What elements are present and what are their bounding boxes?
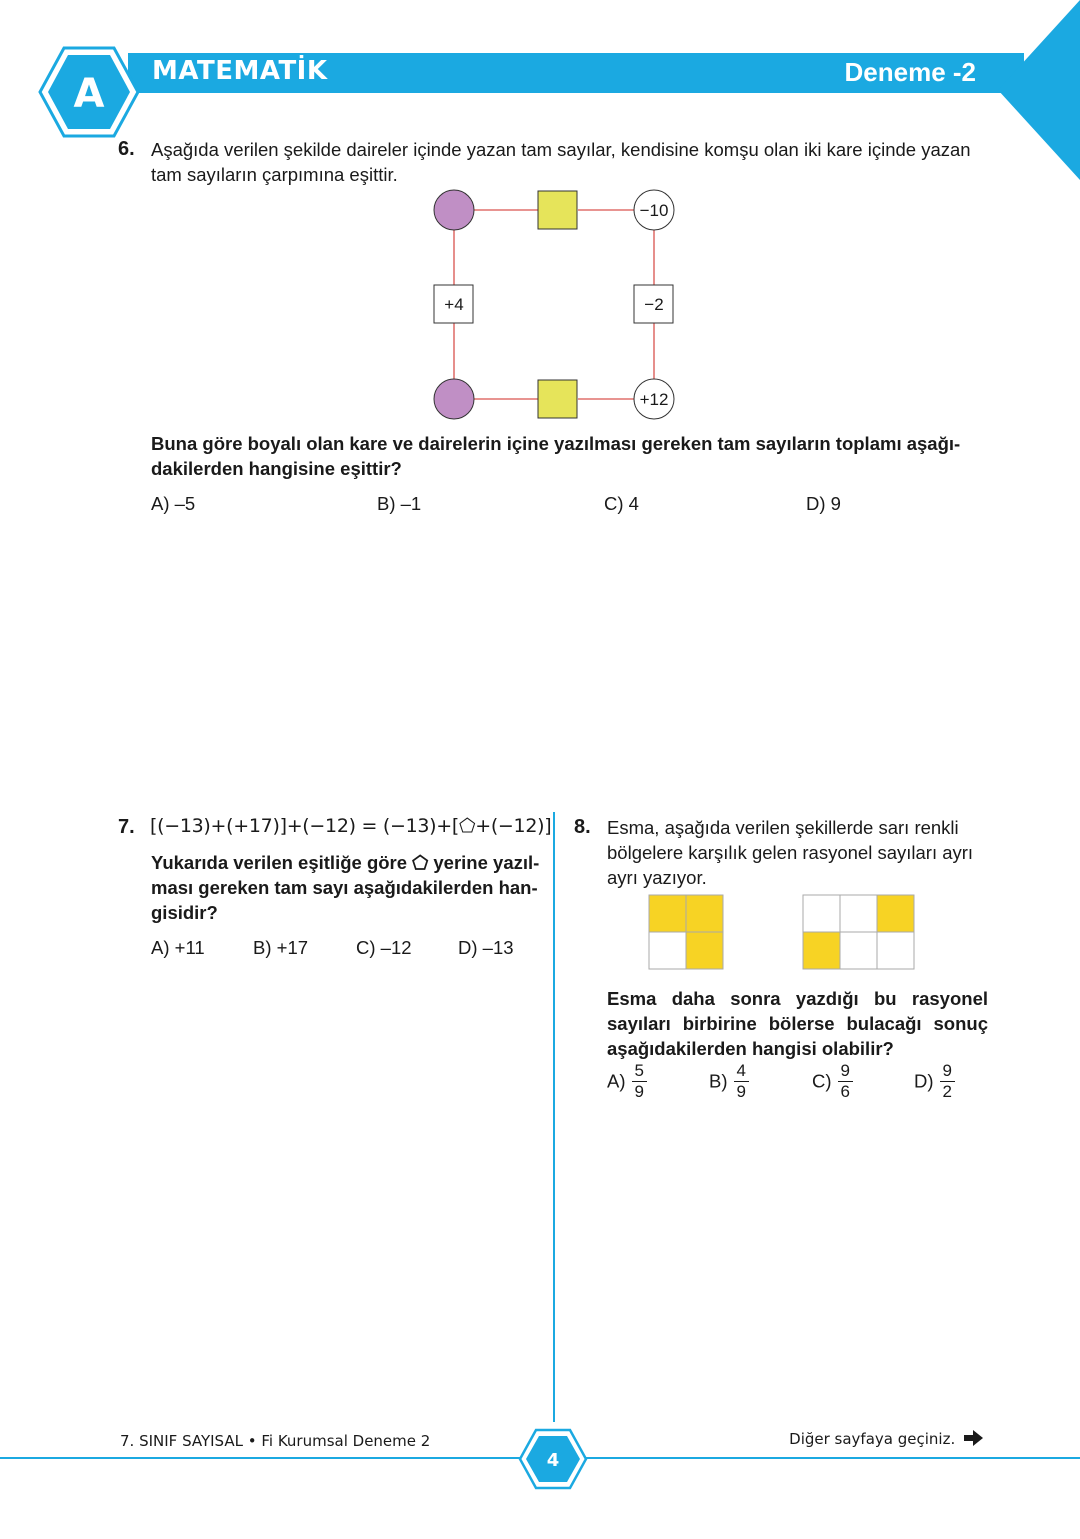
q7-question-line1: Yukarıda verilen eşitliğe göre ⬠ yerine yazıl- <box>151 852 540 873</box>
q6-option-a[interactable]: A) –5 <box>151 493 196 514</box>
q8-grid-2x2 <box>648 894 726 972</box>
column-divider <box>553 812 555 1422</box>
q8-option-b-label: B) <box>709 1070 728 1092</box>
footer-right-text <box>789 1430 984 1448</box>
q8-text-line1: Esma, aşağıda verilen şekillerde sarı renkli <box>607 817 959 838</box>
q6-text-line1: Aşağıda verilen şekilde daireler içinde yazan tam sayılar, kendisine komşu olan iki kare içinde yazan <box>151 139 971 160</box>
q7-number: 7. <box>118 816 135 838</box>
page-number: 4 <box>546 1450 560 1471</box>
q8-option-d[interactable] <box>914 1061 955 1102</box>
q8-option-a-num: 5 <box>632 1061 647 1082</box>
badge-letter: A <box>73 71 105 117</box>
q6-text-line2: tam sayıların çarpımına eşittir. <box>151 164 398 185</box>
q8-option-a-label: A) <box>607 1070 626 1092</box>
q8-option-d-label: D) <box>914 1070 934 1092</box>
q6-option-c[interactable]: C) 4 <box>604 493 639 514</box>
q6-question-line1: Buna göre boyalı olan kare ve dairelerin içine yazılması gereken tam sayıların toplamı aşağı- <box>151 433 961 454</box>
exam-title: Deneme -2 <box>844 57 976 87</box>
circle-top-right-value: −10 <box>639 201 669 220</box>
shaded-square-bottom <box>538 380 577 418</box>
q7-option-c[interactable]: C) –12 <box>356 937 412 958</box>
q8-grid-2x3 <box>802 894 916 972</box>
header-corner-triangle <box>998 0 1080 180</box>
q8-option-c-label: C) <box>812 1070 832 1092</box>
q6-diagram <box>420 180 690 425</box>
subject-title: MATEMATİK <box>152 56 328 86</box>
q7-question-line2: ması gereken tam sayı aşağıdakilerden han- <box>151 877 538 898</box>
q8-option-c-den: 6 <box>840 1082 850 1101</box>
q7-option-d[interactable]: D) –13 <box>458 937 514 958</box>
q8-question-line1: Esma daha sonra yazdığı bu rasyonel <box>607 988 988 1009</box>
q7-equation: [(−13)+(+17)]+(−12) = (−13)+[⬠+(−12)] <box>150 815 552 837</box>
q7-question-line3: gisidir? <box>151 902 218 923</box>
q8-number: 8. <box>574 816 591 838</box>
q8-option-b-den: 9 <box>736 1082 746 1101</box>
q8-option-b-num: 4 <box>734 1061 749 1082</box>
q8-option-d-num: 9 <box>940 1061 955 1082</box>
badge-hexagon <box>38 46 140 138</box>
shaded-square-top <box>538 191 577 229</box>
square-right-value: −2 <box>644 295 664 314</box>
q7-option-b[interactable]: B) +17 <box>253 937 309 958</box>
footer-left-text: 7. SINIF SAYISAL • Fi Kurumsal Deneme 2 <box>120 1432 431 1450</box>
q8-text-line2: bölgelere karşılık gelen rasyonel sayıları ayrı <box>607 842 974 863</box>
q8-option-a[interactable] <box>607 1061 647 1102</box>
q8-option-b[interactable] <box>709 1061 749 1102</box>
q6-connector-lines <box>454 210 654 399</box>
q6-option-d[interactable]: D) 9 <box>806 493 841 514</box>
q8-option-c[interactable] <box>812 1061 853 1102</box>
page-number-hexagon <box>518 1428 588 1490</box>
shaded-circle-top-left <box>434 190 474 230</box>
next-page-text: Diğer sayfaya geçiniz. <box>789 1430 956 1448</box>
q6-option-b[interactable]: B) –1 <box>377 493 422 514</box>
circle-bottom-right-value: +12 <box>639 390 669 409</box>
square-left-value: +4 <box>444 295 464 314</box>
q7-option-a[interactable]: A) +11 <box>151 937 205 958</box>
q8-option-c-num: 9 <box>838 1061 853 1082</box>
q8-option-a-den: 9 <box>634 1082 644 1101</box>
q6-number: 6. <box>118 138 135 160</box>
shaded-circle-bottom-left <box>434 379 474 419</box>
q8-question-line3: aşağıdakilerden hangisi olabilir? <box>607 1038 894 1059</box>
q8-text-line3: ayrı yazıyor. <box>607 867 707 888</box>
arrow-right-icon <box>964 1430 984 1446</box>
q6-question-line2: dakilerden hangisine eşittir? <box>151 458 402 479</box>
q8-question-line2: sayıları birbirine bölerse bulacağı sonuç <box>607 1013 988 1034</box>
q8-option-d-den: 2 <box>942 1082 952 1101</box>
